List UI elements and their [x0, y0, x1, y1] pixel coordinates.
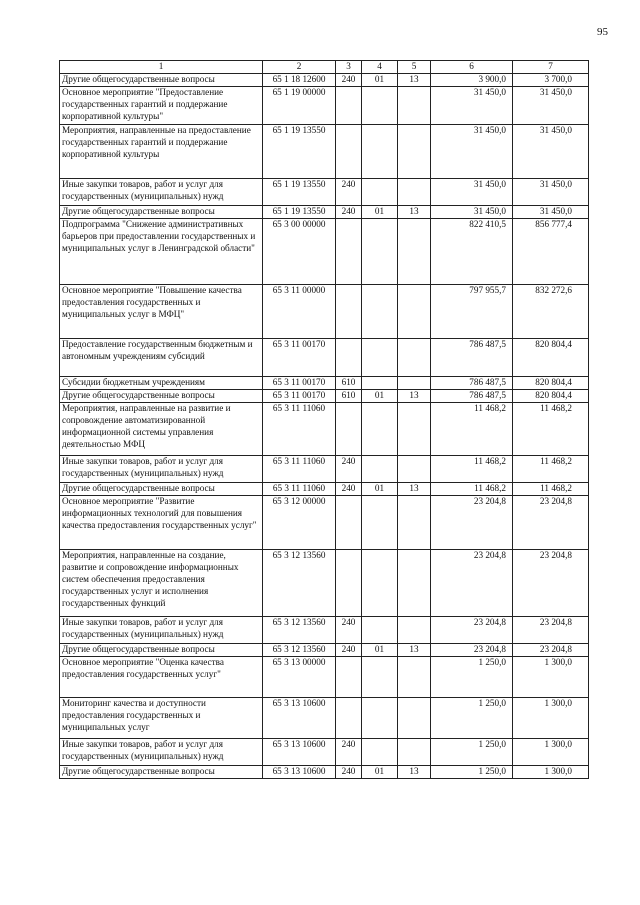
table-row — [60, 219, 589, 285]
table-row — [60, 550, 589, 617]
row-amount-year2: 820 804,4 — [513, 390, 589, 403]
row-subsection-cell: 13 — [398, 206, 431, 219]
row-code-cell: 65 3 11 11060 — [263, 483, 336, 496]
table-row — [60, 617, 589, 644]
row-type-cell: 240 — [336, 206, 362, 219]
row-amount-year1: 31 450,0 — [431, 206, 513, 219]
row-type-cell: 610 — [336, 377, 362, 390]
column-header: 1 — [60, 61, 263, 74]
row-name-cell: Мероприятия, направленные на предоставление государственных гарантий и поддержание корпоративной культуры — [60, 125, 263, 179]
column-header: 2 — [263, 61, 336, 74]
row-subsection-cell — [398, 739, 431, 766]
row-amount-year1: 822 410,5 — [431, 219, 513, 285]
row-amount-year2: 31 450,0 — [513, 87, 589, 125]
row-code-cell: 65 1 19 13550 — [263, 179, 336, 206]
row-type-cell: 240 — [336, 766, 362, 779]
row-code-cell: 65 3 11 00000 — [263, 285, 336, 339]
row-code-cell: 65 3 11 11060 — [263, 456, 336, 483]
row-section-cell — [362, 377, 398, 390]
row-amount-year2: 820 804,4 — [513, 339, 589, 377]
table-row — [60, 179, 589, 206]
row-name-cell: Иные закупки товаров, работ и услуг для государственных (муниципальных) нужд — [60, 739, 263, 766]
row-code-cell: 65 3 12 00000 — [263, 496, 336, 550]
row-subsection-cell — [398, 698, 431, 739]
row-amount-year2: 23 204,8 — [513, 550, 589, 617]
row-name-cell: Иные закупки товаров, работ и услуг для государственных (муниципальных) нужд — [60, 617, 263, 644]
row-amount-year2: 3 700,0 — [513, 74, 589, 87]
row-amount-year2: 856 777,4 — [513, 219, 589, 285]
row-code-cell: 65 3 11 00170 — [263, 377, 336, 390]
row-section-cell — [362, 739, 398, 766]
row-amount-year1: 3 900,0 — [431, 74, 513, 87]
row-amount-year2: 11 468,2 — [513, 403, 589, 456]
row-type-cell: 610 — [336, 390, 362, 403]
row-type-cell — [336, 550, 362, 617]
row-name-cell: Предоставление государственным бюджетным и автономным учреждениям субсидий — [60, 339, 263, 377]
row-name-cell: Другие общегосударственные вопросы — [60, 766, 263, 779]
row-code-cell: 65 1 19 00000 — [263, 87, 336, 125]
row-code-cell: 65 3 11 11060 — [263, 403, 336, 456]
row-name-cell: Мониторинг качества и доступности предоставления государственных и муниципальных услуг — [60, 698, 263, 739]
row-section-cell — [362, 179, 398, 206]
row-code-cell: 65 3 13 10600 — [263, 698, 336, 739]
row-subsection-cell — [398, 125, 431, 179]
column-header: 3 — [336, 61, 362, 74]
row-section-cell — [362, 617, 398, 644]
row-amount-year1: 1 250,0 — [431, 739, 513, 766]
row-name-cell: Другие общегосударственные вопросы — [60, 644, 263, 657]
row-subsection-cell — [398, 285, 431, 339]
row-section-cell: 01 — [362, 483, 398, 496]
row-name-cell: Иные закупки товаров, работ и услуг для государственных (муниципальных) нужд — [60, 179, 263, 206]
row-section-cell — [362, 285, 398, 339]
row-subsection-cell: 13 — [398, 390, 431, 403]
row-code-cell: 65 1 19 13550 — [263, 125, 336, 179]
table-row — [60, 657, 589, 698]
row-amount-year1: 31 450,0 — [431, 179, 513, 206]
row-amount-year1: 797 955,7 — [431, 285, 513, 339]
row-subsection-cell — [398, 377, 431, 390]
row-type-cell — [336, 285, 362, 339]
table-row — [60, 739, 589, 766]
row-name-cell: Подпрограмма "Снижение административных барьеров при предоставлении государственных и муниципальных услуг в Ленинградской области" — [60, 219, 263, 285]
row-section-cell: 01 — [362, 390, 398, 403]
row-section-cell — [362, 698, 398, 739]
row-type-cell — [336, 339, 362, 377]
row-amount-year2: 820 804,4 — [513, 377, 589, 390]
row-name-cell: Иные закупки товаров, работ и услуг для государственных (муниципальных) нужд — [60, 456, 263, 483]
row-section-cell — [362, 87, 398, 125]
table-row — [60, 390, 589, 403]
row-code-cell: 65 1 18 12600 — [263, 74, 336, 87]
row-amount-year2: 11 468,2 — [513, 456, 589, 483]
page-number: 95 — [597, 26, 608, 38]
row-amount-year1: 23 204,8 — [431, 550, 513, 617]
table-row — [60, 403, 589, 456]
row-amount-year2: 23 204,8 — [513, 644, 589, 657]
row-subsection-cell — [398, 456, 431, 483]
row-section-cell — [362, 456, 398, 483]
row-amount-year1: 786 487,5 — [431, 377, 513, 390]
row-amount-year1: 11 468,2 — [431, 456, 513, 483]
table-row — [60, 766, 589, 779]
row-amount-year1: 23 204,8 — [431, 496, 513, 550]
row-section-cell — [362, 550, 398, 617]
row-type-cell: 240 — [336, 179, 362, 206]
row-name-cell: Другие общегосударственные вопросы — [60, 390, 263, 403]
row-amount-year2: 31 450,0 — [513, 206, 589, 219]
row-amount-year2: 23 204,8 — [513, 617, 589, 644]
column-header: 7 — [513, 61, 589, 74]
column-header: 4 — [362, 61, 398, 74]
row-amount-year2: 11 468,2 — [513, 483, 589, 496]
row-code-cell: 65 1 19 13550 — [263, 206, 336, 219]
row-amount-year1: 786 487,5 — [431, 339, 513, 377]
table-header-row — [60, 61, 589, 74]
row-code-cell: 65 3 12 13560 — [263, 617, 336, 644]
row-subsection-cell — [398, 87, 431, 125]
table-row — [60, 644, 589, 657]
column-header: 5 — [398, 61, 431, 74]
row-section-cell: 01 — [362, 74, 398, 87]
row-amount-year1: 786 487,5 — [431, 390, 513, 403]
row-name-cell: Субсидии бюджетным учреждениям — [60, 377, 263, 390]
table-row — [60, 698, 589, 739]
row-type-cell — [336, 657, 362, 698]
row-name-cell: Другие общегосударственные вопросы — [60, 483, 263, 496]
row-section-cell — [362, 339, 398, 377]
row-type-cell — [336, 496, 362, 550]
row-name-cell: Мероприятия, направленные на развитие и сопровождение автоматизированной информационной системы управления деятельностью МФЦ — [60, 403, 263, 456]
row-subsection-cell — [398, 403, 431, 456]
row-code-cell: 65 3 12 13560 — [263, 644, 336, 657]
row-section-cell: 01 — [362, 206, 398, 219]
row-subsection-cell: 13 — [398, 766, 431, 779]
row-amount-year1: 11 468,2 — [431, 403, 513, 456]
row-amount-year2: 832 272,6 — [513, 285, 589, 339]
row-code-cell: 65 3 13 10600 — [263, 739, 336, 766]
row-section-cell — [362, 403, 398, 456]
row-name-cell: Основное мероприятие "Оценка качества предоставления государственных услуг" — [60, 657, 263, 698]
row-code-cell: 65 3 13 00000 — [263, 657, 336, 698]
row-name-cell: Основное мероприятие "Предоставление государственных гарантий и поддержание корпоративной культуры" — [60, 87, 263, 125]
table-row — [60, 206, 589, 219]
row-code-cell: 65 3 00 00000 — [263, 219, 336, 285]
row-subsection-cell: 13 — [398, 483, 431, 496]
row-type-cell: 240 — [336, 739, 362, 766]
row-amount-year2: 31 450,0 — [513, 125, 589, 179]
row-subsection-cell — [398, 219, 431, 285]
row-name-cell: Основное мероприятие "Развитие информационных технологий для повышения качества предоставления государственных услуг" — [60, 496, 263, 550]
row-amount-year1: 23 204,8 — [431, 644, 513, 657]
row-type-cell — [336, 87, 362, 125]
row-type-cell — [336, 125, 362, 179]
row-amount-year2: 23 204,8 — [513, 496, 589, 550]
row-name-cell: Другие общегосударственные вопросы — [60, 206, 263, 219]
table-row — [60, 125, 589, 179]
row-type-cell: 240 — [336, 456, 362, 483]
table-row — [60, 456, 589, 483]
row-type-cell — [336, 698, 362, 739]
row-section-cell — [362, 496, 398, 550]
row-name-cell: Основное мероприятие "Повышение качества предоставления государственных и муниципальных услуг в МФЦ" — [60, 285, 263, 339]
row-name-cell: Мероприятия, направленные на создание, развитие и сопровождение информационных систем обеспечения предоставления государственных услуг и исполнения государственных функций — [60, 550, 263, 617]
row-amount-year2: 1 300,0 — [513, 739, 589, 766]
row-section-cell — [362, 657, 398, 698]
row-amount-year1: 11 468,2 — [431, 483, 513, 496]
row-type-cell: 240 — [336, 617, 362, 644]
row-type-cell: 240 — [336, 74, 362, 87]
row-code-cell: 65 3 13 10600 — [263, 766, 336, 779]
row-amount-year1: 31 450,0 — [431, 87, 513, 125]
row-subsection-cell — [398, 339, 431, 377]
row-amount-year2: 1 300,0 — [513, 657, 589, 698]
row-type-cell — [336, 219, 362, 285]
row-type-cell — [336, 403, 362, 456]
row-section-cell — [362, 125, 398, 179]
table-row — [60, 377, 589, 390]
row-code-cell: 65 3 11 00170 — [263, 339, 336, 377]
row-amount-year2: 31 450,0 — [513, 179, 589, 206]
row-type-cell: 240 — [336, 644, 362, 657]
table-row — [60, 339, 589, 377]
row-name-cell: Другие общегосударственные вопросы — [60, 74, 263, 87]
row-amount-year1: 1 250,0 — [431, 766, 513, 779]
column-header: 6 — [431, 61, 513, 74]
table-row — [60, 87, 589, 125]
row-code-cell: 65 3 12 13560 — [263, 550, 336, 617]
table-row — [60, 483, 589, 496]
row-subsection-cell — [398, 496, 431, 550]
row-code-cell: 65 3 11 00170 — [263, 390, 336, 403]
row-subsection-cell — [398, 657, 431, 698]
row-subsection-cell — [398, 179, 431, 206]
row-subsection-cell: 13 — [398, 74, 431, 87]
row-subsection-cell — [398, 617, 431, 644]
row-amount-year1: 1 250,0 — [431, 698, 513, 739]
row-amount-year1: 1 250,0 — [431, 657, 513, 698]
row-subsection-cell — [398, 550, 431, 617]
table-row — [60, 285, 589, 339]
table-row — [60, 496, 589, 550]
row-section-cell: 01 — [362, 644, 398, 657]
row-section-cell — [362, 219, 398, 285]
row-subsection-cell: 13 — [398, 644, 431, 657]
table-row — [60, 74, 589, 87]
row-amount-year1: 31 450,0 — [431, 125, 513, 179]
row-amount-year1: 23 204,8 — [431, 617, 513, 644]
row-amount-year2: 1 300,0 — [513, 766, 589, 779]
budget-table — [59, 60, 589, 779]
row-amount-year2: 1 300,0 — [513, 698, 589, 739]
row-section-cell: 01 — [362, 766, 398, 779]
row-type-cell: 240 — [336, 483, 362, 496]
